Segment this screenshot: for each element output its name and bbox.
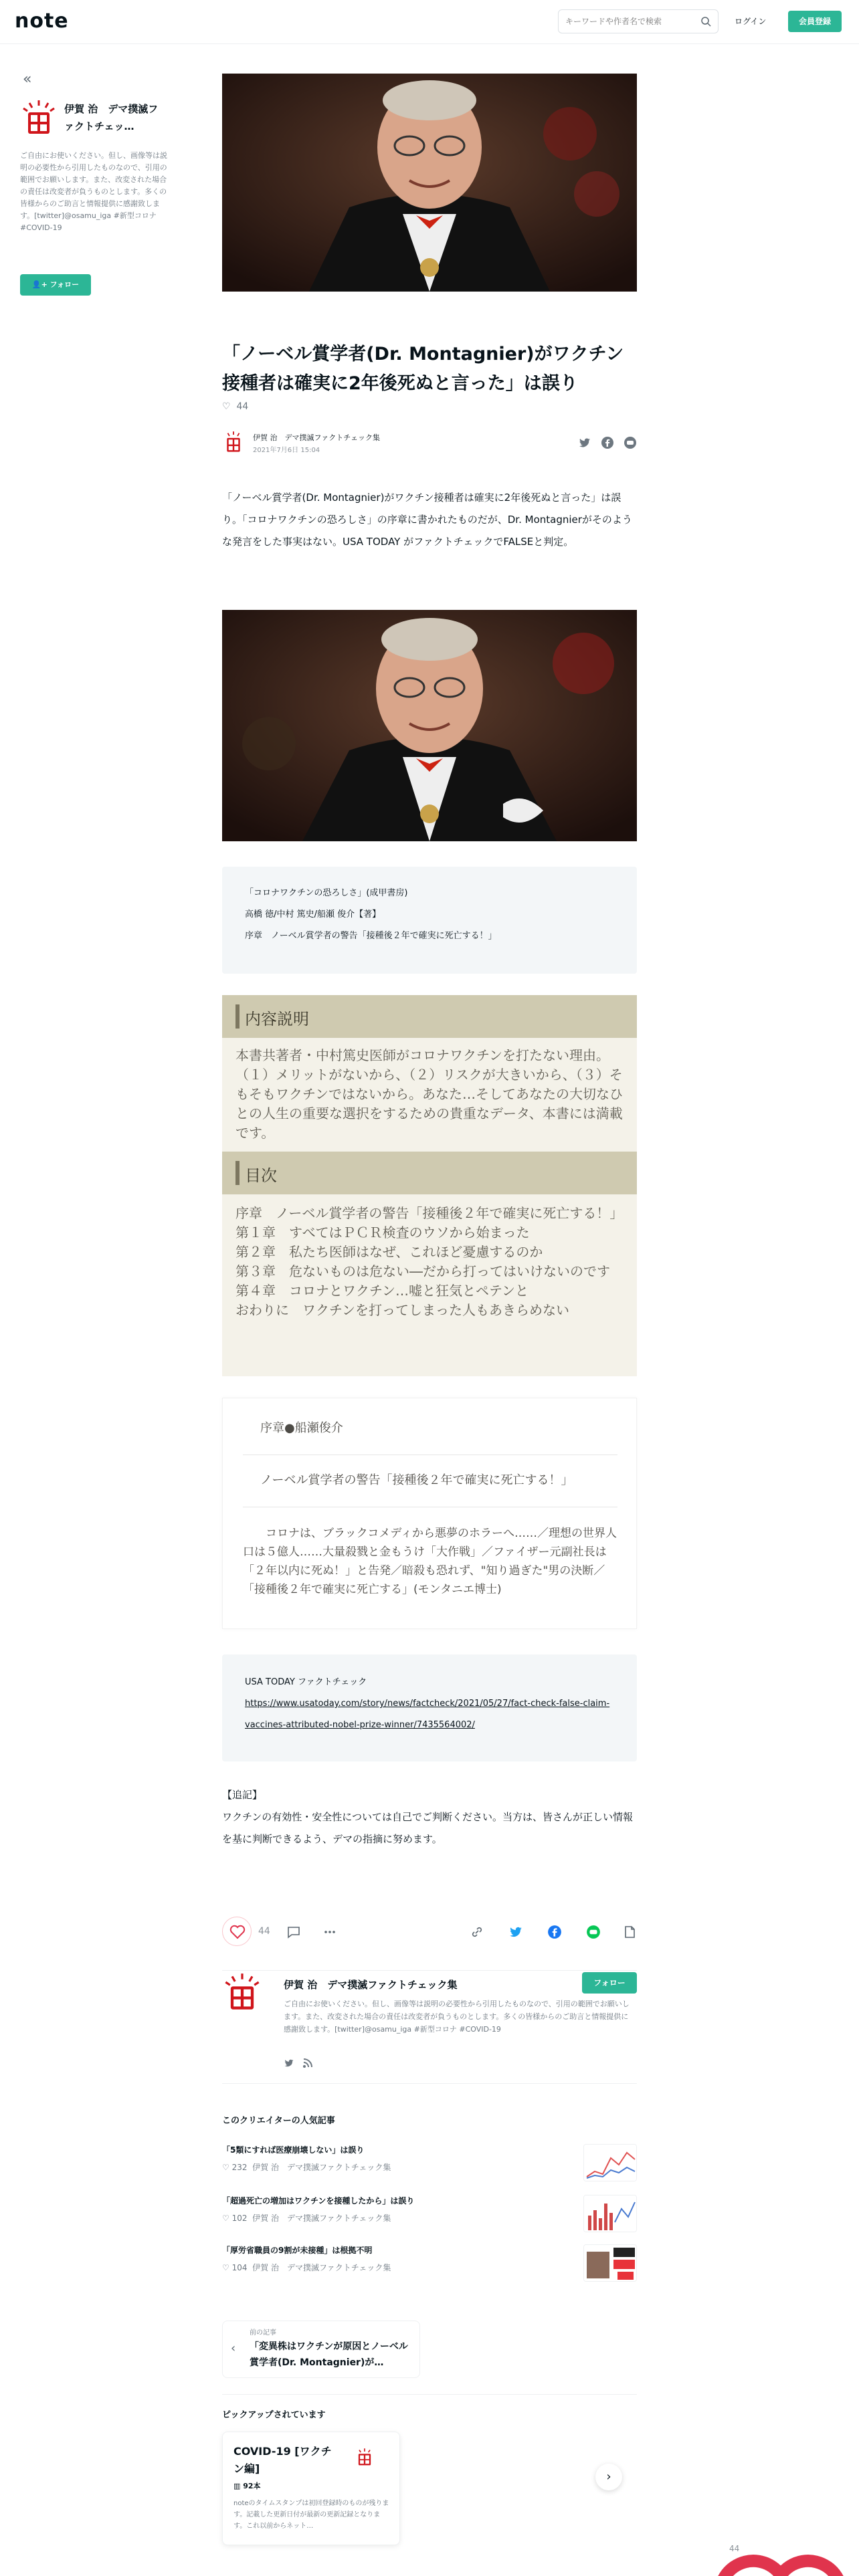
magazine-count: 92本 [243,2482,261,2490]
title-like-row[interactable] [222,401,248,412]
twitter-share-icon[interactable] [508,1925,523,1939]
book-description-image [222,995,637,1376]
book-icon: ▥ [233,2482,244,2490]
section-band-description [222,995,637,1038]
popular-item-title[interactable]: 「厚労省職員の9割が未接種」は根拠不明 [222,2246,373,2255]
signup-button[interactable]: 会員登録 [788,11,842,32]
toc-list [235,1204,630,1320]
article-author-row [222,431,637,457]
heart-icon[interactable]: ♡ [222,401,231,412]
embed-icon[interactable] [622,1925,637,1939]
more-icon[interactable] [322,1925,337,1939]
floating-action-bar [702,2536,859,2563]
excerpt-body: コロナは、ブラックコメディから悪夢のホラーへ……／理想の世界人口は５億人……大量殺戮と金もうけ「大作戦」／ファイザー元副社長は「２年以内に死ぬ！」と告発／暗殺も恐れず、"知り過ぎた"男の決断／「接種後２年で確実に死亡する」(モンタニエ博士) [243,1527,617,1596]
site-header [0,0,859,44]
chevron-left-icon: ‹ [231,2341,236,2355]
popular-item-likes: 232 [231,2163,248,2172]
popular-item-author: 伊賀 治 デマ撲滅ファクトチェック集 [252,2214,391,2223]
hero-image [222,74,637,292]
chevron-right-icon: › [606,2470,611,2484]
magazine-avatar [354,2447,375,2468]
twitter-icon[interactable] [578,436,591,449]
search-input[interactable] [565,10,692,33]
author-card-follow-button[interactable]: フォロー [582,1972,637,1994]
factcheck-link[interactable]: https://www.usatoday.com/story/news/factcheck/2021/05/27/fact-check-false-claim-vaccines-attributed-nobel-prize-winner/7435564002/ [245,1699,610,1730]
magazine-card[interactable] [222,2432,400,2545]
intro-paragraph: 「ノーベル賞学者(Dr. Montagnier)がワクチン接種者は確実に2年後死ぬと言った」は誤り。「コロナワクチンの恐ろしさ」の序章に書かれたものだが、Dr. Montagnierがそのような発言をした事実はない。USA TODAY がファクトチェックでFALSEと判定。 [222,492,632,548]
previous-article-label: 前の記事 [250,2329,276,2337]
excerpt-author: 序章●船瀬俊介 [260,1421,343,1435]
chart-thumbnail [584,2195,637,2232]
section-band-toc [222,1152,637,1194]
line-icon[interactable] [624,436,637,449]
toc-item: 第１章 すべてはＰＣＲ検査のウソから始まった [235,1224,530,1241]
postscript-text: ワクチンの有効性・安全性については自己でご判断ください。当方は、皆さんが正しい情報を基に判断できるよう、デマの指摘に努めます。 [222,1811,633,1845]
author-avatar[interactable] [20,99,58,136]
author-card-description: ご自由にお使いください。但し、画像等は説明の必要性から引用したものなので、引用の範囲でお願いします。また、改変された場合の責任は改変者が負うものとします。多くの皆様からのご助言と情報提供に感謝致します。[twitter]@osamu_iga #新型コロナ #COVID-19 [284,2000,630,2034]
search-box[interactable] [558,9,719,33]
chart-thumbnail [584,2145,637,2181]
section-heading-toc: 目次 [245,1166,277,1185]
news-thumbnail [584,2245,637,2282]
facebook-icon[interactable] [601,436,614,449]
factcheck-quote-box [222,1654,637,1761]
note-logo[interactable]: note [15,9,69,33]
article-date: 2021年7月6日 15:04 [253,447,320,454]
book-excerpt-image [222,1398,637,1629]
sidebar-follow-button[interactable] [20,274,91,296]
postscript [222,1784,637,1850]
search-icon[interactable] [700,16,711,27]
author-card [222,1970,637,2084]
postscript-heading: 【追記】 [222,1789,263,1801]
sidebar-author-description: ご自由にお使いください。但し、画像等は説明の必要性から引用したものなので、引用の範囲でお願いします。また、改変された場合の責任は改変者が負うものとします。多くの皆様からのご助言と情報提供に感謝致します。[twitter]@osamu_iga #新型コロナ #COVID-19 [20,151,167,232]
excerpt-chapter: ノーベル賞学者の警告「接種後２年で確実に死亡する！」 [260,1473,573,1487]
popular-item[interactable] [222,2195,637,2238]
like-button[interactable] [222,1917,252,1946]
popular-item-author: 伊賀 治 デマ撲滅ファクトチェック集 [252,2263,391,2272]
author-card-avatar[interactable] [222,1972,262,2012]
popular-item-likes: 102 [231,2214,248,2223]
article-action-bar [222,1917,637,1947]
like-count: 44 [258,1926,270,1937]
title-like-count: 44 [236,401,249,412]
author-card-name[interactable]: 伊賀 治 デマ撲滅ファクトチェック集 [284,1979,458,1991]
heart-icon: ♡ [222,2214,232,2223]
rss-icon[interactable] [302,2058,313,2068]
previous-article-title[interactable]: 「変異株はワクチンが原因とノーベル賞学者(Dr. Montagnier)が… [250,2341,408,2368]
book-description-text: 本書共著者・中村篤史医師がコロナワクチンを打たない理由。（１）メリットがないから、（２）リスクが大きいから、（３）そもそもワクチンではないから。あなた…そしてあなたの大切なひとの人生の重要な選択をするための貴重なデータ、本書には満載です。 [235,1047,623,1141]
toc-item: おわりに ワクチンを打ってしまった人もあきらめない [235,1302,569,1318]
quote-line-2: 高橋 徳/中村 篤史/船瀬 俊介【著】 [245,909,381,920]
heart-icon[interactable] [702,2536,859,2576]
factcheck-label: USA TODAY ファクトチェック [245,1677,367,1687]
divider [222,2394,637,2395]
section-heading-description: 内容説明 [245,1010,309,1029]
article-author-name[interactable]: 伊賀 治 デマ撲滅ファクトチェック集 [253,433,380,442]
popular-item-author: 伊賀 治 デマ撲滅ファクトチェック集 [252,2163,391,2172]
twitter-icon[interactable] [284,2058,294,2068]
login-link[interactable]: ログイン [735,17,767,26]
article-image [222,610,637,841]
link-icon[interactable] [470,1925,484,1939]
facebook-share-icon[interactable] [547,1925,562,1939]
popular-item-thumbnail[interactable] [583,2244,637,2282]
author-avatar-small[interactable] [222,431,245,453]
toc-item: 第２章 私たち医師はなぜ、これほど憂慮するのか [235,1244,543,1260]
sidebar-author-name[interactable]: 伊賀 治 デマ撲滅ファクトチェッ… [64,103,159,132]
article-title: 「ノーベル賞学者(Dr. Montagnier)がワクチン接種者は確実に2年後死ぬと言った」は誤り [222,344,624,394]
portrait-photo [222,74,637,292]
popular-item[interactable] [222,2144,637,2187]
popular-item-thumbnail[interactable] [583,2195,637,2232]
pickup-heading: ピックアップされています [222,2410,326,2420]
share-icons [578,436,637,449]
line-share-icon[interactable] [586,1925,601,1939]
book-quote-box [222,867,637,974]
collapse-sidebar-icon[interactable]: « [23,71,32,88]
add-user-icon: 👤+ [31,280,50,289]
popular-heading: このクリエイターの人気記事 [222,2116,335,2126]
comment-icon[interactable] [286,1925,301,1939]
toc-item: 第４章 コロナとワクチン…嘘と狂気とペテンと [235,1283,529,1299]
heart-icon: ♡ [222,2163,232,2172]
popular-item-thumbnail[interactable] [583,2144,637,2181]
popular-item-likes: 104 [231,2263,248,2272]
heart-icon [223,1917,252,1947]
toc-item: 序章 ノーベル賞学者の警告「接種後２年で確実に死亡する！」 [235,1205,624,1221]
heart-icon: ♡ [222,2263,232,2272]
carousel-next-button[interactable] [595,2464,622,2490]
magazine-description: noteのタイムスタンプは初回登録時のものが残ります。記載した更新日付が最新の更新記録となります。これ以前からネット… [233,2500,389,2530]
sidebar-follow-label: フォロー [50,280,80,289]
floating-like-count: 44 [729,2544,740,2553]
magazine-title[interactable]: COVID-19 [ワクチン編] [233,2445,332,2475]
quote-line-3: 序章 ノーベル賞学者の警告「接種後２年で確実に死亡する！」 [245,931,497,941]
popular-item[interactable] [222,2244,637,2287]
previous-article-card[interactable] [222,2321,420,2378]
toc-item: 第３章 危ないものは危ない―だから打ってはいけないのです [235,1263,610,1279]
portrait-photo-2 [222,610,637,841]
author-social-links [284,2058,313,2068]
quote-line-1: 「コロナワクチンの恐ろしさ」(成甲書房) [245,888,408,898]
popular-item-title[interactable]: 「5類にすれば医療崩壊しない」は誤り [222,2145,365,2155]
popular-item-title[interactable]: 「超過死亡の増加はワクチンを接種したから」は誤り [222,2196,415,2206]
